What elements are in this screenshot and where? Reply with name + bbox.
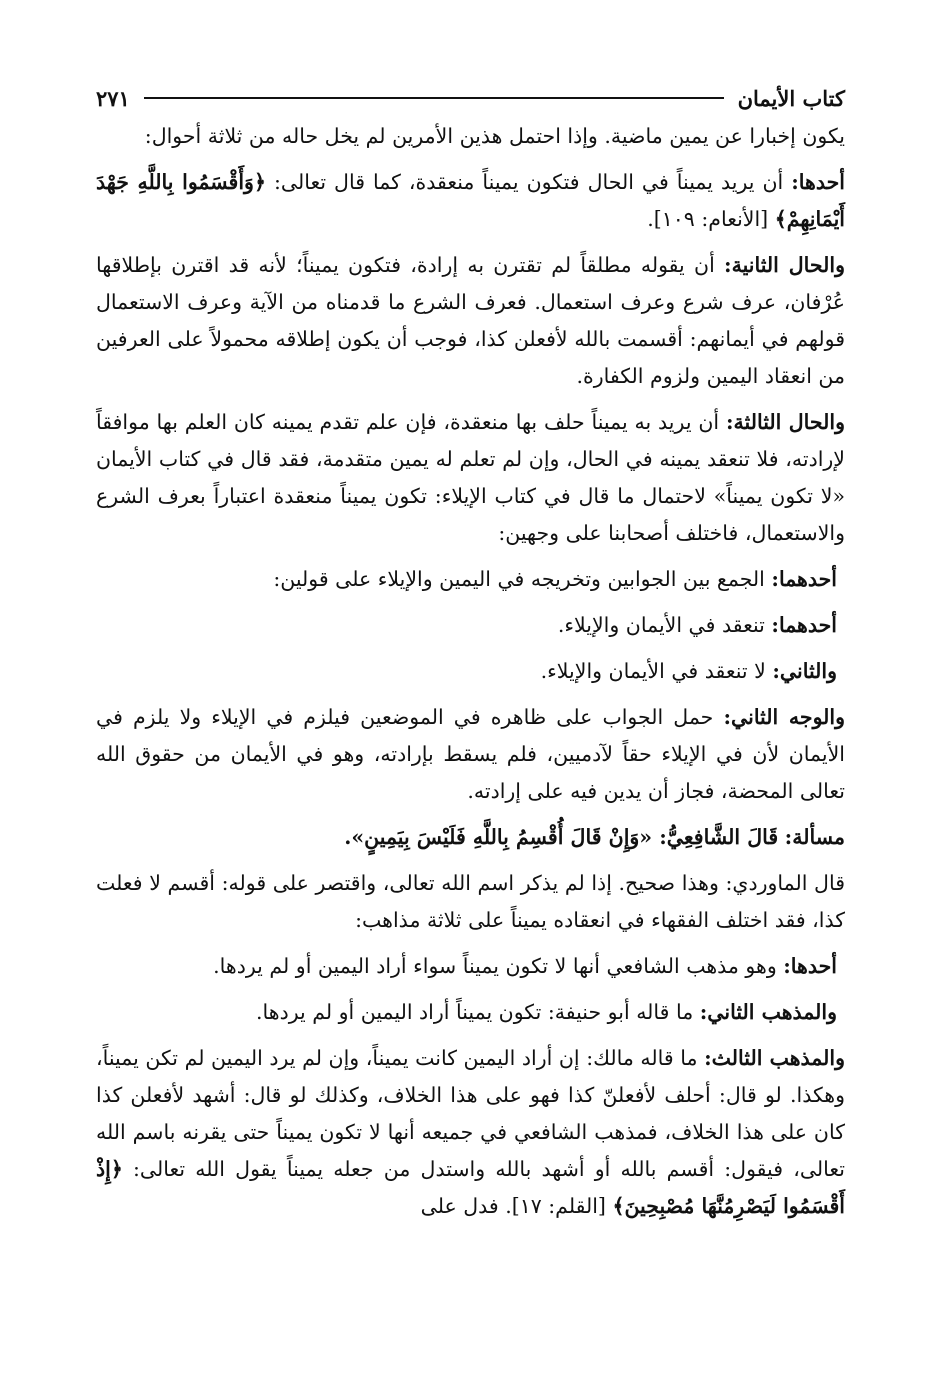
paragraph-lead: والحال الثالثة: bbox=[725, 410, 845, 434]
page-header bbox=[96, 78, 845, 118]
paragraph bbox=[96, 653, 845, 690]
paragraph-lead: والحال الثانية: bbox=[724, 253, 845, 277]
paragraph bbox=[96, 865, 845, 939]
paragraph-text: حمل الجواب على ظاهره في الموضعين فيلزم في الإيلاء ولا يلزم في الأيمان لأن في الإيلاء حقاً لآدميين، فلم يسقط بإرادته، وهو في الأيمان من حقوق الله تعالى المحضة، فجاز أن يدين فيه على إرادته. bbox=[96, 705, 845, 803]
paragraph-lead: أحدهما: bbox=[771, 567, 837, 591]
paragraph-text: أن يريد يميناً في الحال فتكون يميناً منعقدة، كما قال تعالى: bbox=[265, 170, 792, 194]
paragraph bbox=[96, 247, 845, 395]
book-title: كتاب الأيمان bbox=[737, 85, 845, 111]
paragraph-text: ما قاله مالك: إن أراد اليمين كانت يميناً، وإن لم يرد اليمين لم تكن يميناً، وهكذا. لو قال: أحلف لأفعلنّ كذا فهو على هذا الخلاف، وكذلك لو قال: أشهد لأفعلن كذا كان على هذا الخلاف، فمذهب الشافعي في جميعه أنها لا تكون يميناً حتى يقرنه باسم الله تعالى، فيقول: أقسم بالله أو أشهد بالله واستدل من جعله يميناً يقول الله تعالى: bbox=[96, 1046, 845, 1181]
paragraph-text: وهو مذهب الشافعي أنها لا تكون يميناً سواء أراد اليمين أو لم يردها. bbox=[213, 954, 784, 978]
quoted-verse: ﴿إِذْ أَقْسَمُوا لَيَصْرِمُنَّهَا مُصْبِحِينَ﴾ bbox=[96, 1157, 845, 1218]
paragraph bbox=[96, 164, 845, 238]
paragraph-text: لا تنعقد في الأيمان والإيلاء. bbox=[540, 659, 773, 683]
paragraph bbox=[96, 1040, 845, 1225]
paragraph bbox=[96, 561, 845, 598]
paragraph bbox=[96, 404, 845, 552]
citation: [الأنعام: ١٠٩]. bbox=[647, 207, 775, 231]
paragraph-lead: أحدها: bbox=[783, 954, 837, 978]
page-number: ٢٧١ bbox=[96, 85, 130, 111]
paragraph bbox=[96, 819, 845, 856]
paragraph bbox=[96, 994, 845, 1031]
paragraph-text: ما قاله أبو حنيفة: تكون يميناً أراد اليمين أو لم يردها. bbox=[256, 1000, 700, 1024]
paragraph-text: قال الماوردي: وهذا صحيح. إذا لم يذكر اسم الله تعالى، واقتصر على قوله: أقسم لا فعلت كذا، فقد اختلف الفقهاء في انعقاده يميناً على ثلاثة مذاهب: bbox=[96, 871, 845, 932]
quoted-verse: قَالَ الشَّافِعِيُّ: «وَإِنْ قَالَ أُقْسِمُ بِاللَّهِ فَلَيْسَ بِيَمِينٍ». bbox=[344, 825, 779, 849]
paragraph-lead: أحدها: bbox=[791, 170, 845, 194]
paragraph bbox=[96, 699, 845, 810]
paragraph-lead: مسألة: bbox=[784, 825, 845, 849]
paragraph-lead: والمذهب الثاني: bbox=[699, 1000, 837, 1024]
citation: [القلم: ١٧]. فدل على bbox=[420, 1194, 613, 1218]
paragraph-lead: والمذهب الثالث: bbox=[704, 1046, 845, 1070]
paragraph bbox=[96, 607, 845, 644]
paragraph bbox=[96, 948, 845, 985]
paragraph-text: تنعقد في الأيمان والإيلاء. bbox=[557, 613, 772, 637]
paragraph-lead: والثاني: bbox=[772, 659, 837, 683]
page-body bbox=[96, 118, 845, 1225]
paragraph-text: أن يريد به يميناً حلف بها منعقدة، فإن علم تقدم يمينه كان العلم بها موافقاً لإرادته، فلا تنعقد يمينه في الحال، وإن لم تعلم له يمين متقدمة، فقد قال في كتاب الأيمان «لا تكون يميناً» لاحتمال ما قال في كتاب الإيلاء: تكون يميناً منعقدة اعتباراً بعرف الشرع والاستعمال، فاختلف أصحابنا على وجهين: bbox=[96, 410, 845, 545]
header-rule bbox=[144, 97, 724, 99]
paragraph-lead: والوجه الثاني: bbox=[723, 705, 845, 729]
paragraph bbox=[96, 118, 845, 155]
paragraph-text: الجمع بين الجوابين وتخريجه في اليمين والإيلاء على قولين: bbox=[273, 567, 772, 591]
quoted-verse: ﴿وَأَقْسَمُوا بِاللَّهِ جَهْدَ أَيْمَانِهِمْ﴾ bbox=[96, 170, 845, 231]
paragraph-text: أن يقوله مطلقاً لم تقترن به إرادة، فتكون يميناً؛ لأنه قد اقترن بإطلاقها عُرْفان، عرف شرع وعرف استعمال. فعرف الشرع ما قدمناه من الآية وعرف الاستعمال قولهم في أيمانهم: أقسمت بالله لأفعلن كذا، فوجب أن يكون إطلاقه محمولاً على العرفين من انعقاد اليمين ولزوم الكفارة. bbox=[96, 253, 845, 388]
paragraph-text: يكون إخبارا عن يمين ماضية. وإذا احتمل هذين الأمرين لم يخل حاله من ثلاثة أحوال: bbox=[144, 124, 845, 148]
paragraph-lead: أحدهما: bbox=[771, 613, 837, 637]
